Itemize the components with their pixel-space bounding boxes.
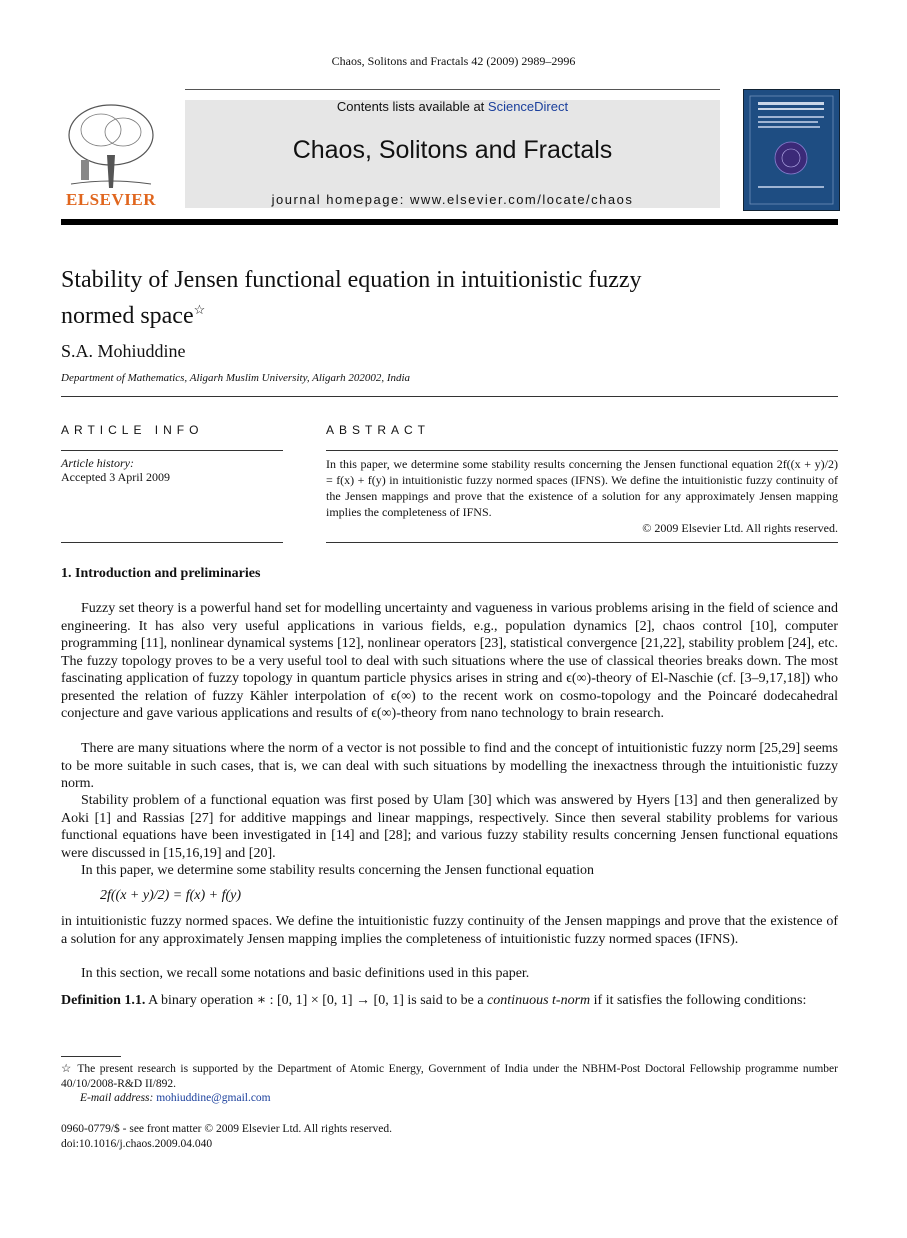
article-history-label: Article history: xyxy=(61,456,134,470)
accepted-date: Accepted 3 April 2009 xyxy=(61,470,170,484)
abstract-bottom-rule xyxy=(326,542,838,543)
footnote-rule xyxy=(61,1056,121,1057)
sciencedirect-link[interactable]: ScienceDirect xyxy=(487,99,569,114)
definition-end: if it satisfies the following conditions: xyxy=(590,993,807,1008)
journal-cover-image xyxy=(743,89,840,211)
article-info-rule xyxy=(61,450,283,451)
article-title xyxy=(61,266,761,331)
jensen-equation: 2f((x + y)/2) = f(x) + f(y) xyxy=(100,888,242,903)
abstract-label: ABSTRACT xyxy=(326,423,431,437)
article-info-bottom-rule xyxy=(61,542,283,543)
contents-prefix: Contents lists available at xyxy=(336,99,488,114)
contents-line xyxy=(185,99,720,114)
publisher-logo-text: ELSEVIER xyxy=(66,190,156,209)
definition-label: Definition 1.1. xyxy=(61,993,146,1008)
definition-1-1 xyxy=(61,992,838,1010)
paragraph-5: in intuitionistic fuzzy normed spaces. We define the intuitionistic fuzzy continuity of the Jensen mappings and prove that the existence of a solution for any approximately Jensen mapping implies the completeness of intuitionistic fuzzy normed spaces (IFNS). xyxy=(61,914,838,947)
journal-citation: Chaos, Solitons and Fractals 42 (2009) 2989–2996 xyxy=(331,54,576,68)
journal-homepage[interactable]: journal homepage: www.elsevier.com/locate/chaos xyxy=(271,192,634,207)
funding-footnote: ☆ The present research is supported by the Department of Atomic Energy, Government of India under the NBHM-Post Doctoral Fellowship programme number 40/10/2008-R&D II/892. xyxy=(61,1063,838,1090)
abstract-rule xyxy=(326,450,838,451)
paragraph-3: Stability problem of a functional equation was first posed by Ulam [30] which was answered by Hyers [13] and then generalized by Aoki [1] and Rassias [27] for additive mappings and linear mappings, respectively. Since then several stability problems for various functional equations have been investigated in [14] and [28]; and various fuzzy stability results concerning Jensen functional equations were discussed in [15,16,19] and [20]. xyxy=(61,793,838,861)
banner-top-rule xyxy=(185,89,720,90)
author-name: S.A. Mohiuddine xyxy=(61,341,186,361)
paragraph-4: In this paper, we determine some stability results concerning the Jensen functional equation xyxy=(81,863,595,878)
paragraph-2: There are many situations where the norm of a vector is not possible to find and the concept of intuitionistic fuzzy norm [25,29] seems to be more suitable in such cases, that is, we can deal with such situations by modelling the inexactness through the intuitionistic fuzzy norm. xyxy=(61,741,838,791)
header-divider xyxy=(61,219,838,225)
article-info-label: ARTICLE INFO xyxy=(61,423,204,437)
paragraph-1: Fuzzy set theory is a powerful hand set for modelling uncertainty and vagueness in various problems arising in the field of science and engineering. It has also very useful applications in various fields, e.g., population dynamics [2], chaos control [10], computer programming [11], nonlinear dynamical systems [12], nonlinear operators [23], statistical convergence [21,22], stability problem [24], etc. The fuzzy topology proves to be a very useful tool to deal with such situations where the use of classical theories breaks down. The most fascinating application of fuzzy topology in quantum particle physics arises in string and ϵ(∞)-theory of El-Naschie (cf. [3–9,17,18]) who presented the relation of fuzzy Kähler interpolation of ϵ(∞) to the recent work on cosmo-topology and the Poincaré dodecahedral conjecture and gave various applications and results of ϵ(∞)-theory from nano technology to brain research. xyxy=(61,601,838,721)
title-line-1: Stability of Jensen functional equation in intuitionistic fuzzy xyxy=(61,267,642,293)
title-divider xyxy=(61,396,838,397)
abstract-copyright: © 2009 Elsevier Ltd. All rights reserved. xyxy=(642,521,838,535)
abstract-text: In this paper, we determine some stability results concerning the Jensen functional equation 2f((x + y)/2) = f(x) + f(y) in intuitionistic fuzzy normed spaces (IFNS). We define the intuitionistic fuzzy continuity of the Jensen mappings and prove that the existence of a solution for any approximately Jensen mapping implies the completeness of IFNS. xyxy=(326,457,838,519)
author-affiliation: Department of Mathematics, Aligarh Muslim University, Aligarh 202002, India xyxy=(61,372,411,384)
definition-text: A binary operation ∗ : [0, 1] × [0, 1] → [0, 1] is said to be a xyxy=(145,993,488,1008)
definition-term: continuous t-norm xyxy=(487,993,591,1008)
section-heading: 1. Introduction and preliminaries xyxy=(61,566,261,581)
journal-title: Chaos, Solitons and Fractals xyxy=(292,136,613,164)
title-footnote-mark[interactable]: ☆ xyxy=(193,302,206,317)
email-label: E-mail address: xyxy=(80,1092,157,1104)
doi-line[interactable]: doi:10.1016/j.chaos.2009.04.040 xyxy=(61,1138,213,1150)
title-line-2: normed space xyxy=(61,303,194,329)
issn-line: 0960-0779/$ - see front matter © 2009 Elsevier Ltd. All rights reserved. xyxy=(61,1123,392,1135)
paragraph-6: In this section, we recall some notations and basic definitions used in this paper. xyxy=(81,966,530,981)
email-link[interactable]: mohiuddine@gmail.com xyxy=(156,1092,271,1104)
email-footnote xyxy=(80,1091,271,1106)
